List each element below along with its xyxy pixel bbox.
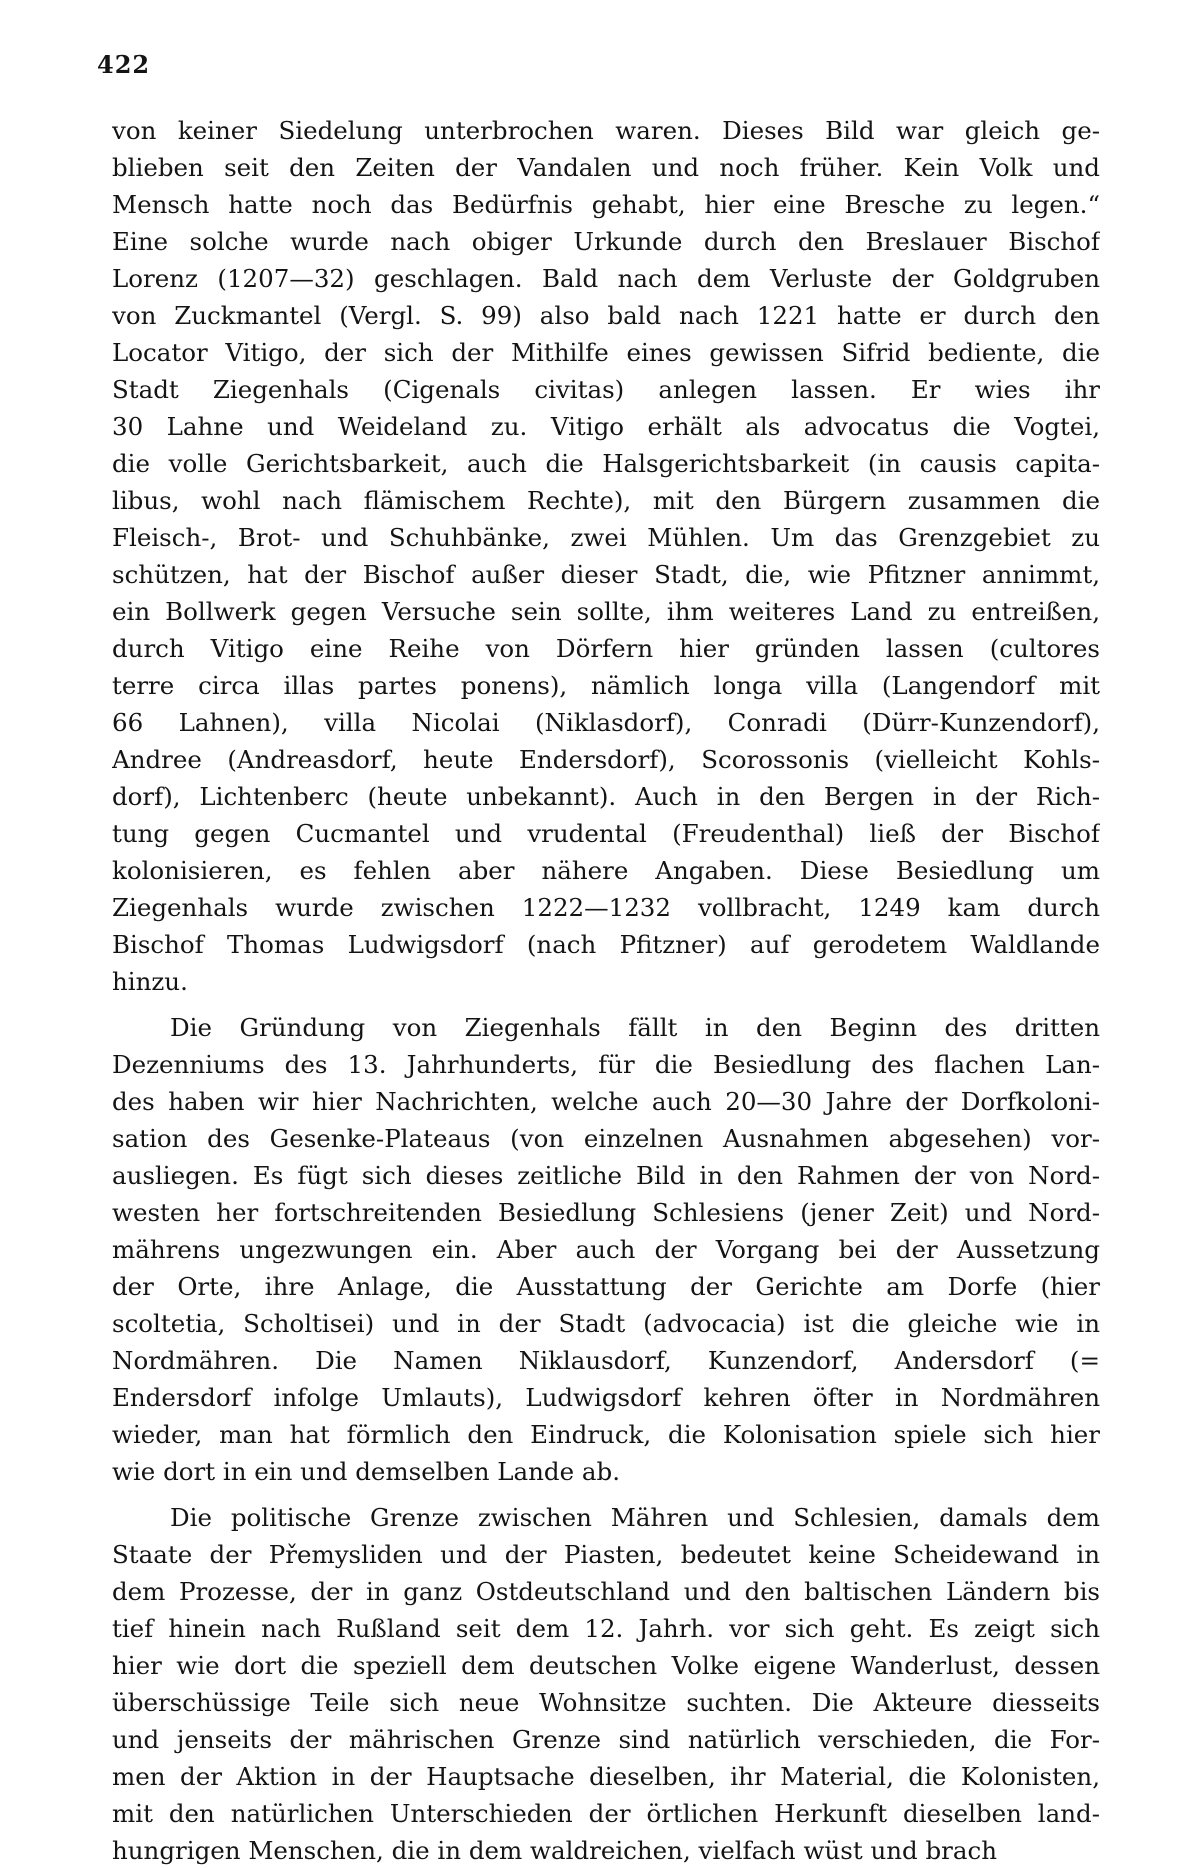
text-line: kolonisieren, es fehlen aber nähere Angaben. Diese Besiedlung um [112,856,1100,885]
paragraph-2 [112,1009,1100,1490]
text-line: Lorenz (1207—32) geschlagen. Bald nach dem Verluste der Goldgruben [112,264,1100,293]
text-line: Die Gründung von Ziegenhals fällt in den Beginn des dritten [170,1013,1100,1042]
paragraph-3 [112,1499,1100,1869]
text-line: dem Prozesse, der in ganz Ostdeutschland und den baltischen Ländern bis [112,1577,1100,1606]
text-line: 66 Lahnen), villa Nicolai (Niklasdorf), Conradi (Dürr-Kunzendorf), [112,708,1100,737]
text-line: die volle Gerichtsbarkeit, auch die Halsgerichtsbarkeit (in causis capita- [112,449,1100,478]
text-line: mit den natürlichen Unterschieden der örtlichen Herkunft dieselben land- [112,1799,1100,1828]
text-line: blieben seit den Zeiten der Vandalen und noch früher. Kein Volk und [112,153,1100,182]
text-line: 30 Lahne und Weideland zu. Vitigo erhält als advocatus die Vogtei, [112,412,1100,441]
text-line: Ziegenhals wurde zwischen 1222—1232 vollbracht, 1249 kam durch [112,893,1100,922]
text-line: ausliegen. Es fügt sich dieses zeitliche Bild in den Rahmen der von Nord- [112,1161,1100,1190]
text-line: von keiner Siedelung unterbrochen waren. Dieses Bild war gleich ge- [112,116,1100,145]
text-line: Endersdorf infolge Umlauts), Ludwigsdorf kehren öfter in Nordmähren [112,1383,1100,1412]
text-line: dorf), Lichtenberc (heute unbekannt). Auch in den Bergen in der Rich- [112,782,1100,811]
paragraph-1 [112,112,1100,1000]
text-line: Eine solche wurde nach obiger Urkunde durch den Breslauer Bischof [112,227,1100,256]
text-line: Fleisch-, Brot- und Schuhbänke, zwei Mühlen. Um das Grenzgebiet zu [112,523,1100,552]
text-line: Andree (Andreasdorf, heute Endersdorf), Scorossonis (vielleicht Kohls- [112,745,1100,774]
text-line: Bischof Thomas Ludwigsdorf (nach Pfitzner) auf gerodetem Waldlande [112,930,1100,959]
body-text [112,112,1100,1869]
text-line: men der Aktion in der Hauptsache dieselben, ihr Material, die Kolonisten, [112,1762,1100,1791]
text-line: Nordmähren. Die Namen Niklausdorf, Kunzendorf, Andersdorf (= [112,1346,1100,1375]
text-line: und jenseits der mährischen Grenze sind natürlich verschieden, die For- [112,1725,1100,1754]
text-line: terre circa illas partes ponens), nämlich longa villa (Langendorf mit [112,671,1100,700]
text-line: durch Vitigo eine Reihe von Dörfern hier gründen lassen (cultores [112,634,1100,663]
text-line: schützen, hat der Bischof außer dieser Stadt, die, wie Pfitzner annimmt, [112,560,1100,589]
text-line: Die politische Grenze zwischen Mähren und Schlesien, damals dem [170,1503,1100,1532]
text-line: westen her fortschreitenden Besiedlung Schlesiens (jener Zeit) und Nord- [112,1198,1100,1227]
text-line: sation des Gesenke-Plateaus (von einzelnen Ausnahmen abgesehen) vor- [112,1124,1100,1153]
text-line: Mensch hatte noch das Bedürfnis gehabt, hier eine Bresche zu legen.“ [112,190,1100,219]
text-line: wieder, man hat förmlich den Eindruck, die Kolonisation spiele sich hier [112,1420,1100,1449]
page-number: 422 [97,50,151,79]
text-line: des haben wir hier Nachrichten, welche auch 20—30 Jahre der Dorfkoloni- [112,1087,1100,1116]
text-line: wie dort in ein und demselben Lande ab. [112,1457,620,1486]
text-line: hungrigen Menschen, die in dem waldreichen, vielfach wüst und brach [112,1836,997,1865]
text-line: Stadt Ziegenhals (Cigenals civitas) anlegen lassen. Er wies ihr [112,375,1100,404]
text-line: tief hinein nach Rußland seit dem 12. Jahrh. vor sich geht. Es zeigt sich [112,1614,1100,1643]
text-line: hinzu. [112,967,188,996]
text-line: Locator Vitigo, der sich der Mithilfe eines gewissen Sifrid bediente, die [112,338,1100,367]
text-line: der Orte, ihre Anlage, die Ausstattung der Gerichte am Dorfe (hier [112,1272,1100,1301]
text-line: tung gegen Cucmantel und vrudental (Freudenthal) ließ der Bischof [112,819,1100,848]
text-line: libus, wohl nach flämischem Rechte), mit den Bürgern zusammen die [112,486,1100,515]
text-line: scoltetia, Scholtisei) und in der Stadt (advocacia) ist die gleiche wie in [112,1309,1100,1338]
text-line: überschüssige Teile sich neue Wohnsitze suchten. Die Akteure diesseits [112,1688,1100,1717]
text-line: hier wie dort die speziell dem deutschen Volke eigene Wanderlust, dessen [112,1651,1100,1680]
text-line: Staate der Přemysliden und der Piasten, bedeutet keine Scheidewand in [112,1540,1100,1569]
text-line: ein Bollwerk gegen Versuche sein sollte, ihm weiteres Land zu entreißen, [112,597,1100,626]
text-line: von Zuckmantel (Vergl. S. 99) also bald nach 1221 hatte er durch den [112,301,1100,330]
text-line: Dezenniums des 13. Jahrhunderts, für die Besiedlung des flachen Lan- [112,1050,1100,1079]
text-line: mährens ungezwungen ein. Aber auch der Vorgang bei der Aussetzung [112,1235,1100,1264]
